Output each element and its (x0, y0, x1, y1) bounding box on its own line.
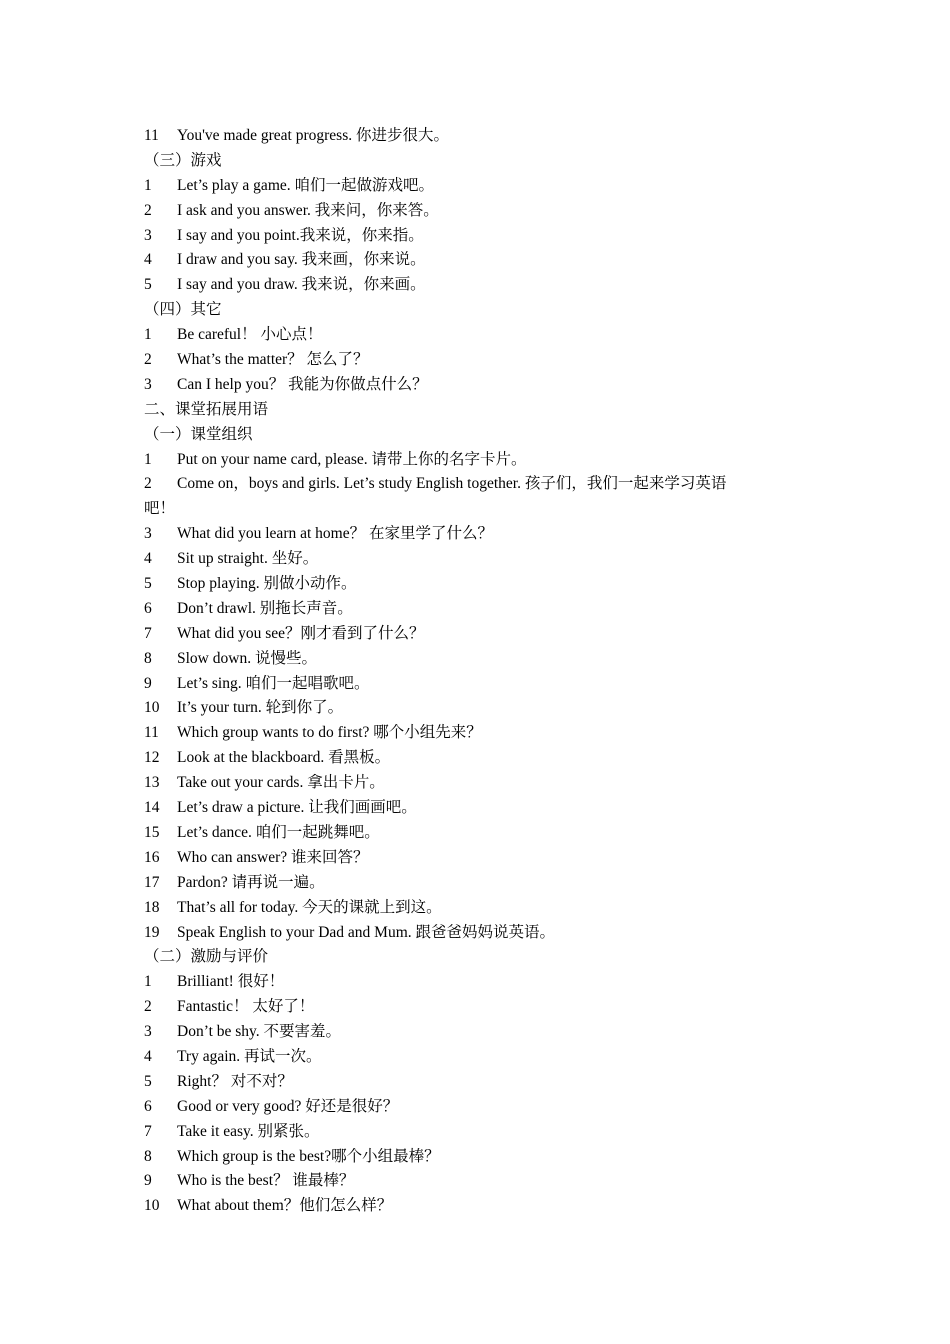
item-text: That’s all for today. 今天的课就上到这。 (177, 898, 442, 916)
item-text: Who is the best？ 谁最棒？ (177, 1172, 355, 1190)
continuation-line (0, 497, 950, 522)
item-number: 7 (144, 1122, 152, 1140)
item-text: Brilliant! 很好！ (177, 973, 285, 991)
list-item (0, 1045, 950, 1070)
item-text: I draw and you say. 我来画，你来说。 (177, 251, 426, 269)
item-text: You've made great progress. 你进步很大。 (177, 127, 449, 144)
list-item (0, 547, 950, 572)
section-heading-text: （一）课堂组织 (144, 425, 253, 443)
list-item (0, 746, 950, 771)
section-heading-text: 二、课堂拓展用语 (144, 400, 269, 418)
item-number: 1 (144, 326, 152, 344)
item-number: 6 (144, 1097, 152, 1115)
item-number: 13 (144, 774, 160, 792)
item-number: 1 (144, 450, 152, 468)
section-heading (0, 398, 950, 423)
list-item (0, 1145, 950, 1170)
item-number: 14 (144, 799, 160, 817)
list-item (0, 522, 950, 547)
continuation-text: 吧！ (144, 500, 176, 518)
list-item (0, 1194, 950, 1219)
item-number: 3 (144, 375, 152, 393)
list-item (0, 597, 950, 622)
item-text: Speak English to your Dad and Mum. 跟爸爸妈妈说英语。 (177, 923, 556, 941)
item-text: I say and you draw. 我来说，你来画。 (177, 276, 426, 294)
item-number: 5 (144, 1072, 152, 1090)
item-number: 8 (144, 649, 152, 667)
item-number: 2 (144, 475, 152, 493)
item-text: Stop playing. 别做小动作。 (177, 575, 357, 593)
list-item (0, 323, 950, 348)
item-number: 1 (144, 973, 152, 991)
item-number: 18 (144, 898, 160, 916)
list-item (0, 721, 950, 746)
item-number: 9 (144, 1172, 152, 1190)
list-item (0, 1020, 950, 1045)
item-number: 11 (144, 724, 159, 742)
item-text: Who can answer? 谁来回答？ (177, 848, 369, 866)
item-text: Let’s draw a picture. 让我们画画吧。 (177, 799, 417, 817)
list-item (0, 174, 950, 199)
list-item (0, 248, 950, 273)
section-heading-text: （三）游戏 (144, 151, 222, 169)
list-item (0, 448, 950, 473)
item-number: 3 (144, 1023, 152, 1041)
item-number: 3 (144, 525, 152, 543)
section-heading (0, 945, 950, 970)
item-number: 8 (144, 1147, 152, 1165)
item-text: What about them？他们怎么样？ (177, 1197, 393, 1215)
section-heading-text: （二）激励与评价 (144, 948, 269, 966)
list-item (0, 1120, 950, 1145)
list-item (0, 1169, 950, 1194)
item-text: Let’s dance. 咱们一起跳舞吧。 (177, 823, 380, 841)
section-heading-text: （四）其它 (144, 301, 222, 319)
item-text: Take out your cards. 拿出卡片。 (177, 774, 385, 792)
item-text: Right？ 对不对？ (177, 1072, 293, 1090)
section-heading (0, 149, 950, 174)
item-number: 3 (144, 226, 152, 244)
item-text: Don’t be shy. 不要害羞。 (177, 1023, 342, 1041)
item-number: 10 (144, 1197, 160, 1215)
item-number: 4 (144, 1047, 152, 1065)
list-item (0, 373, 950, 398)
item-text: I ask and you answer. 我来问，你来答。 (177, 201, 439, 219)
item-number: 2 (144, 351, 152, 369)
item-number: 12 (144, 749, 160, 767)
item-text: Be careful！ 小心点！ (177, 326, 323, 344)
list-item (0, 846, 950, 871)
item-number: 16 (144, 848, 160, 866)
list-item (0, 647, 950, 672)
item-number: 2 (144, 201, 152, 219)
item-number: 9 (144, 674, 152, 692)
item-number: 17 (144, 873, 160, 891)
item-text: Good or very good? 好还是很好？ (177, 1097, 399, 1115)
item-number: 2 (144, 998, 152, 1016)
list-item (0, 921, 950, 946)
list-item (0, 1070, 950, 1095)
item-text: Put on your name card, please. 请带上你的名字卡片。 (177, 450, 527, 468)
item-number: 7 (144, 624, 152, 642)
item-number: 1 (144, 176, 152, 194)
document-page (0, 124, 950, 1219)
item-text: Come on，boys and girls. Let’s study English together. 孩子们，我们一起来学习英语 (177, 475, 727, 493)
item-text: Try again. 再试一次。 (177, 1047, 322, 1065)
list-item (0, 224, 950, 249)
item-text: I say and you point.我来说，你来指。 (177, 226, 424, 244)
item-text: Let’s play a game. 咱们一起做游戏吧。 (177, 176, 434, 194)
item-text: What did you see？刚才看到了什么？ (177, 624, 425, 642)
item-text: Slow down. 说慢些。 (177, 649, 317, 667)
item-number: 11 (144, 127, 159, 144)
item-number: 10 (144, 699, 160, 717)
section-heading (0, 298, 950, 323)
list-item (0, 821, 950, 846)
item-text: Sit up straight. 坐好。 (177, 550, 319, 568)
item-number: 19 (144, 923, 160, 941)
list-item (0, 970, 950, 995)
list-item (0, 124, 950, 149)
section-heading (0, 423, 950, 448)
list-item (0, 472, 950, 497)
list-item (0, 896, 950, 921)
item-text: Can I help you？ 我能为你做点什么？ (177, 375, 428, 393)
item-text: Pardon? 请再说一遍。 (177, 873, 325, 891)
list-item (0, 622, 950, 647)
list-item (0, 273, 950, 298)
list-item (0, 995, 950, 1020)
item-number: 5 (144, 575, 152, 593)
item-text: What’s the matter？ 怎么了？ (177, 351, 369, 369)
item-text: Look at the blackboard. 看黑板。 (177, 749, 391, 767)
list-item (0, 572, 950, 597)
list-item (0, 672, 950, 697)
item-text: Take it easy. 别紧张。 (177, 1122, 320, 1140)
item-text: It’s your turn. 轮到你了。 (177, 699, 344, 717)
list-item (0, 348, 950, 373)
list-item (0, 1095, 950, 1120)
item-number: 4 (144, 251, 152, 269)
item-number: 4 (144, 550, 152, 568)
item-text: Let’s sing. 咱们一起唱歌吧。 (177, 674, 370, 692)
item-text: Fantastic！ 太好了！ (177, 998, 315, 1016)
item-number: 15 (144, 823, 160, 841)
list-item (0, 199, 950, 224)
item-text: Which group is the best?哪个小组最棒？ (177, 1147, 440, 1165)
item-text: Don’t drawl. 别拖长声音。 (177, 599, 353, 617)
list-item (0, 696, 950, 721)
item-number: 5 (144, 276, 152, 294)
item-text: Which group wants to do first? 哪个小组先来？ (177, 724, 482, 742)
list-item (0, 871, 950, 896)
item-text: What did you learn at home？ 在家里学了什么？ (177, 525, 493, 543)
item-number: 6 (144, 599, 152, 617)
list-item (0, 771, 950, 796)
list-item (0, 796, 950, 821)
